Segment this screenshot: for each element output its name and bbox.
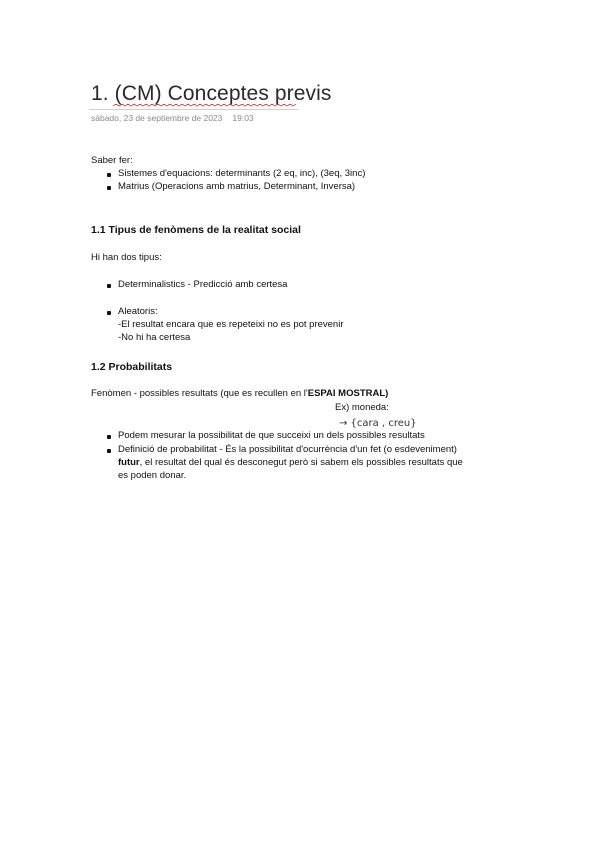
section1-item-aleatoris: Aleatoris: bbox=[118, 306, 158, 317]
saber-fer-heading: Saber fer: bbox=[91, 155, 133, 166]
bullet-dot bbox=[107, 435, 111, 439]
section1-aleatoris-line: -No hi ha certesa bbox=[118, 332, 191, 343]
section2-definition-line bbox=[91, 388, 388, 400]
example-note: Ex) moneda: bbox=[335, 402, 389, 413]
section2-bullet-definicio: Definició de probabilitat - És la possibilitat d'ocurrència d'un fet (o esdeveniment) bbox=[118, 444, 457, 455]
section2-definicio-line2 bbox=[118, 457, 463, 469]
bullet-dot bbox=[107, 311, 111, 315]
espai-mostral-label: ESPAI MOSTRAL) bbox=[307, 388, 389, 399]
bullet-dot bbox=[107, 284, 111, 288]
section1-item-determinalistics: Determinalistics - Predicció amb certesa bbox=[118, 279, 288, 290]
futur-bold: futur bbox=[118, 457, 140, 468]
saber-fer-item: Sistemes d'equacions: determinants (2 eq, inc), (3eq, 3inc) bbox=[118, 168, 366, 179]
handwritten-sample-space: → {cara , creu} bbox=[339, 418, 417, 429]
section-heading-1-2: 1.2 Probabilitats bbox=[91, 361, 173, 373]
section2-definicio-line3: es poden donar. bbox=[118, 470, 187, 481]
bullet-dot bbox=[107, 449, 111, 453]
bullet-dot bbox=[107, 186, 111, 190]
section-heading-1-1: 1.1 Tipus de fenòmens de la realitat social bbox=[91, 224, 301, 236]
title-divider bbox=[89, 109, 298, 110]
page-meta bbox=[91, 113, 254, 123]
page-title: 1. (CM) Conceptes previs bbox=[91, 82, 332, 105]
section2-line-prefix: Fenòmen - possibles resultats (que es recullen en l' bbox=[91, 388, 308, 399]
saber-fer-item: Matrius (Operacions amb matrius, Determinant, Inversa) bbox=[118, 181, 356, 192]
section2-bullet-mesurar: Podem mesurar la possibilitat de que succeixi un dels possibles resultats bbox=[118, 430, 425, 441]
spellcheck-underline bbox=[113, 104, 297, 107]
bullet-dot bbox=[107, 173, 111, 177]
definicio-rest: , el resultat del qual és desconegut però si sabem els possibles resultats que bbox=[139, 457, 463, 468]
section1-intro: Hi han dos tipus: bbox=[91, 252, 162, 263]
page-date: sábado, 23 de septiembre de 2023 bbox=[91, 113, 223, 123]
page-time: 19:03 bbox=[232, 113, 254, 123]
section1-aleatoris-line: -El resultat encara que es repeteixi no es pot prevenir bbox=[118, 319, 344, 330]
